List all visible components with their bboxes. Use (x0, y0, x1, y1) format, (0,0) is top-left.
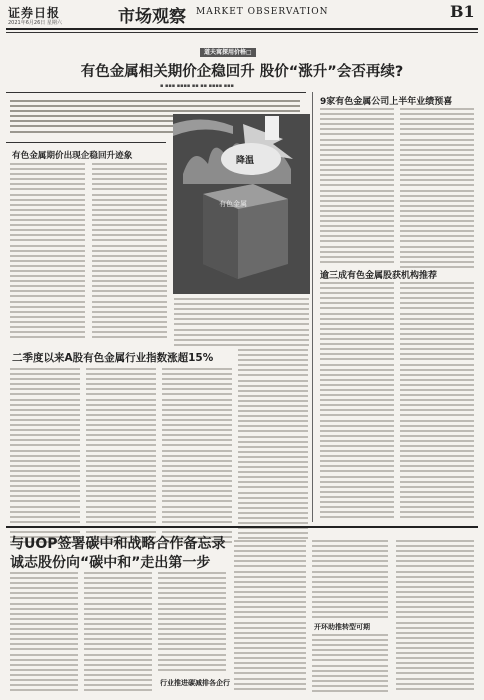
body-text-column (396, 540, 474, 693)
story-separator (6, 526, 478, 528)
divider (6, 92, 306, 93)
body-text-column (162, 368, 232, 546)
body-text-column (238, 298, 308, 543)
column-divider (312, 92, 313, 522)
main-headline: 有色金属相关期价企稳回升 股价“涨升”会否再续? (80, 64, 404, 80)
lower-headline-line2: 诚志股份向“碳中和”走出第一步 (10, 555, 211, 571)
page-number: B1 (450, 2, 475, 21)
body-text-column (400, 282, 474, 521)
lower-headline-line1: 与UOP签署碳中和战略合作备忘录 (10, 536, 226, 552)
masthead-rule (6, 28, 478, 30)
divider (6, 142, 166, 143)
body-text-column (400, 108, 474, 271)
body-text-column (10, 163, 85, 341)
body-text-column (10, 572, 78, 694)
body-text-column (86, 368, 156, 546)
section-subhead: 有色金属期价出现企稳回升迹象 (12, 151, 133, 161)
body-text-column (234, 540, 306, 693)
body-text-column (320, 108, 394, 266)
body-text-column (158, 572, 226, 674)
illustration-label: 有色金属 (219, 200, 247, 208)
body-text-column (312, 634, 388, 695)
body-text-column (320, 282, 394, 521)
byline: ▪ ▪▪▪ ▪▪▪▪ ▪▪ ▪▪ ▪▪▪▪ ▪▪▪ (160, 83, 234, 89)
body-text-column (10, 368, 80, 546)
lower-subhead: 开环助推转型可期 (314, 623, 370, 631)
newspaper-logo: 证券日报 (8, 6, 61, 20)
sidebar-subhead: 9家有色金属公司上半年业绩预喜 (320, 97, 453, 107)
issue-date: 2021年6月26日 星期六 (8, 20, 62, 26)
lower-subhead: 行业推进碳减排各企行 (160, 679, 230, 687)
body-text-column (84, 572, 152, 694)
section-title-en: MARKET OBSERVATION (196, 7, 329, 17)
masthead-rule-thin (6, 32, 478, 33)
body-text-column (312, 540, 388, 622)
section-subhead: 二季度以来A股有色金属行业指数涨超15% (12, 352, 214, 364)
body-text-column (92, 163, 167, 341)
cooling-metal-illustration (173, 114, 310, 294)
section-title: 市场观察 (118, 7, 186, 27)
illustration-caption: 降温 (235, 156, 255, 166)
story-kicker: 道夫寓探用价格□ (200, 48, 256, 57)
illustration (173, 114, 310, 294)
sidebar-subhead: 逾三成有色金属股获机构推荐 (320, 271, 438, 281)
